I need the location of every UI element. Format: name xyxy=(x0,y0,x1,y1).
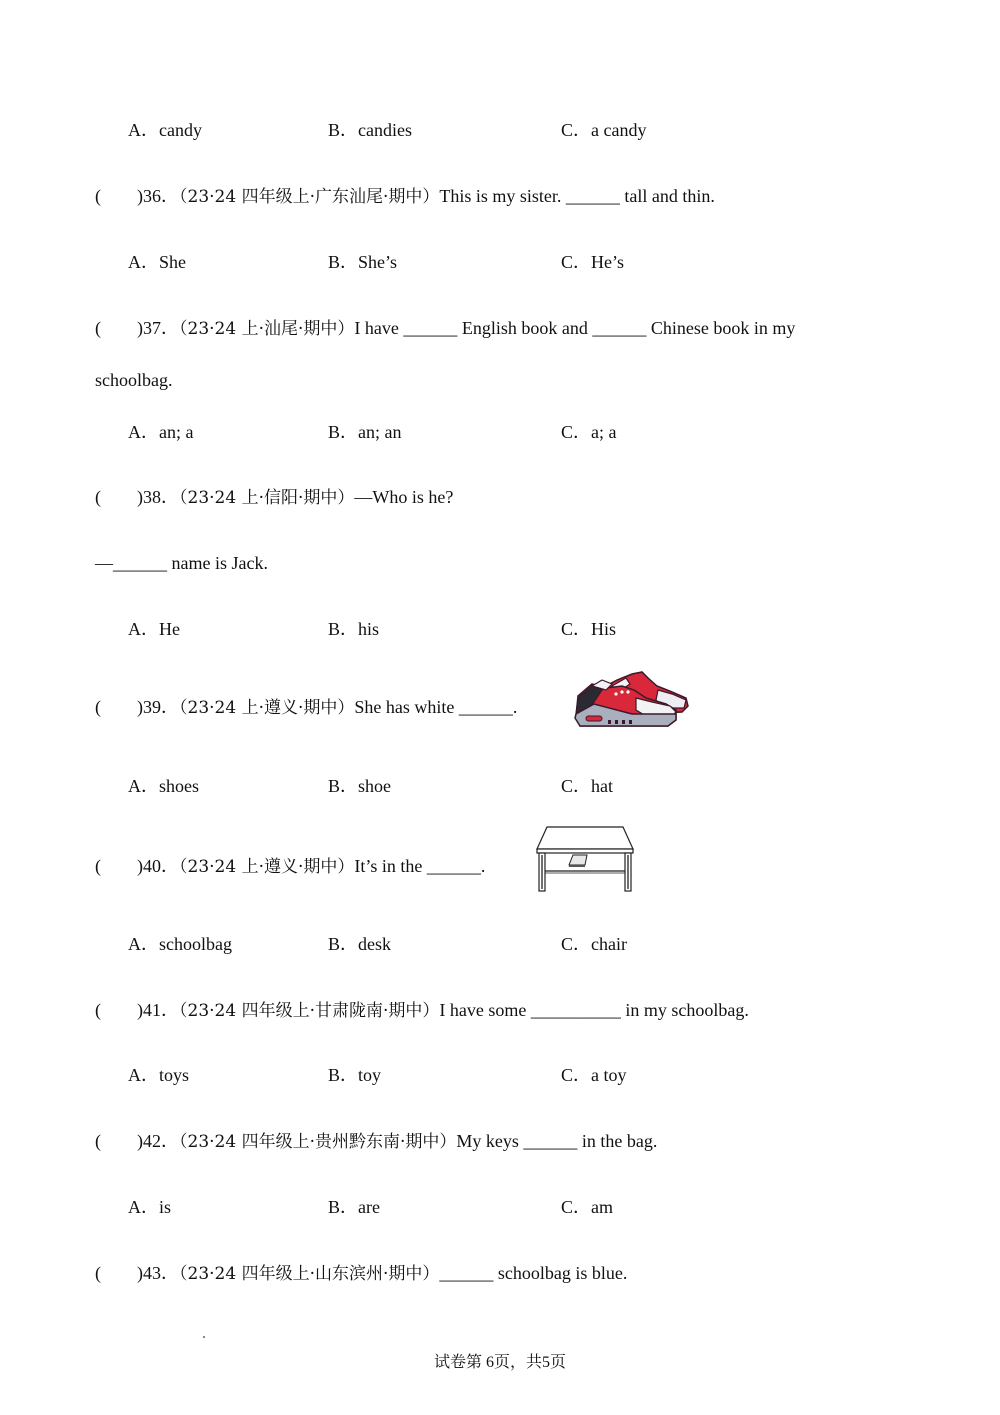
question-39: ( )39．（23·24 上·遵义·期中）She has white ______. xyxy=(95,697,518,718)
question-37-continued: schoolbag. xyxy=(95,370,173,390)
question-38-answer-line: —______ name is Jack. xyxy=(95,553,268,573)
option-b: B．She’s xyxy=(328,252,398,272)
question-38: ( )38．（23·24 上·信阳·期中）—Who is he? xyxy=(95,487,454,508)
question-number: 42 xyxy=(143,1131,161,1151)
desk-picture xyxy=(535,825,635,893)
question-number: 39 xyxy=(143,697,161,717)
page-footer: 试卷第 6页，共5页 xyxy=(433,1354,566,1371)
option-c: C．His xyxy=(561,619,617,639)
options-row-36 xyxy=(0,251,1000,273)
question-source: （23·24 上·遵义·期中） xyxy=(179,857,355,877)
option-b: B．are xyxy=(328,1197,380,1217)
sneakers-icon xyxy=(572,668,692,730)
question-text: I have ______ English book and ______ Chinese book in my xyxy=(354,318,796,338)
options-row-40 xyxy=(0,933,1000,955)
question-41: ( )41．（23·24 四年级上·甘肃陇南·期中）I have some __________ in my schoolbag. xyxy=(95,1000,749,1021)
option-b: B．shoe xyxy=(328,776,392,796)
options-row-38 xyxy=(0,618,1000,640)
question-37: ( )37．（23·24 上·汕尾·期中）I have ______ English book and ______ Chinese book in my xyxy=(95,318,796,339)
question-source: （23·24 四年级上·山东滨州·期中） xyxy=(179,1264,440,1284)
option-a: A．toys xyxy=(128,1065,190,1085)
question-source: （23·24 四年级上·贵州黔东南·期中） xyxy=(179,1132,457,1152)
question-number: 38 xyxy=(143,487,161,507)
question-text: I have some __________ in my schoolbag. xyxy=(439,1000,749,1020)
question-number: 36 xyxy=(143,186,161,206)
options-row-39 xyxy=(0,775,1000,797)
question-text: She has white ______. xyxy=(354,697,518,717)
option-a: A．He xyxy=(128,619,180,639)
option-b: B．toy xyxy=(328,1065,382,1085)
question-number: 37 xyxy=(143,318,161,338)
question-source: （23·24 上·信阳·期中） xyxy=(179,488,355,508)
options-row-42 xyxy=(0,1196,1000,1218)
option-c: C．chair xyxy=(561,934,627,954)
question-text: My keys ______ in the bag. xyxy=(456,1131,658,1151)
option-c: C．am xyxy=(561,1197,614,1217)
question-40: ( )40．（23·24 上·遵义·期中）It’s in the ______. xyxy=(95,856,486,877)
question-source: （23·24 上·汕尾·期中） xyxy=(179,319,355,339)
option-a: A．candy xyxy=(128,120,202,140)
option-a: A．shoes xyxy=(128,776,199,796)
option-c: C．hat xyxy=(561,776,614,796)
question-text: —Who is he? xyxy=(354,487,454,507)
option-a: A．She xyxy=(128,252,186,272)
option-a: A．is xyxy=(128,1197,172,1217)
question-number: 43 xyxy=(143,1263,161,1283)
option-b: B．candies xyxy=(328,120,412,140)
option-a: A．schoolbag xyxy=(128,934,232,954)
options-row-41 xyxy=(0,1064,1000,1086)
sneakers-picture xyxy=(572,668,692,730)
question-text: It’s in the ______. xyxy=(354,856,486,876)
question-text: This is my sister. ______ tall and thin. xyxy=(439,186,715,206)
question-source: （23·24 四年级上·甘肃陇南·期中） xyxy=(179,1001,440,1021)
question-number: 40 xyxy=(143,856,161,876)
option-b: B．an; an xyxy=(328,422,402,442)
question-number: 41 xyxy=(143,1000,161,1020)
option-c: C．a; a xyxy=(561,422,617,442)
option-b: B．his xyxy=(328,619,380,639)
option-b: B．desk xyxy=(328,934,392,954)
stray-dot xyxy=(203,1336,205,1338)
option-c: C．He’s xyxy=(561,252,625,272)
question-source: （23·24 四年级上·广东汕尾·期中） xyxy=(179,187,440,207)
question-source: （23·24 上·遵义·期中） xyxy=(179,698,355,718)
options-row-37 xyxy=(0,421,1000,443)
options-row-35 xyxy=(0,119,1000,141)
option-c: C．a toy xyxy=(561,1065,627,1085)
question-42: ( )42．（23·24 四年级上·贵州黔东南·期中）My keys ______ in the bag. xyxy=(95,1131,658,1152)
desk-icon xyxy=(535,825,635,893)
option-c: C．a candy xyxy=(561,120,647,140)
question-text: ______ schoolbag is blue. xyxy=(439,1263,628,1283)
question-36: ( )36．（23·24 四年级上·广东汕尾·期中）This is my sister. ______ tall and thin. xyxy=(95,186,715,207)
question-43: ( )43．（23·24 四年级上·山东滨州·期中）______ schoolbag is blue. xyxy=(95,1263,628,1284)
option-a: A．an; a xyxy=(128,422,194,442)
